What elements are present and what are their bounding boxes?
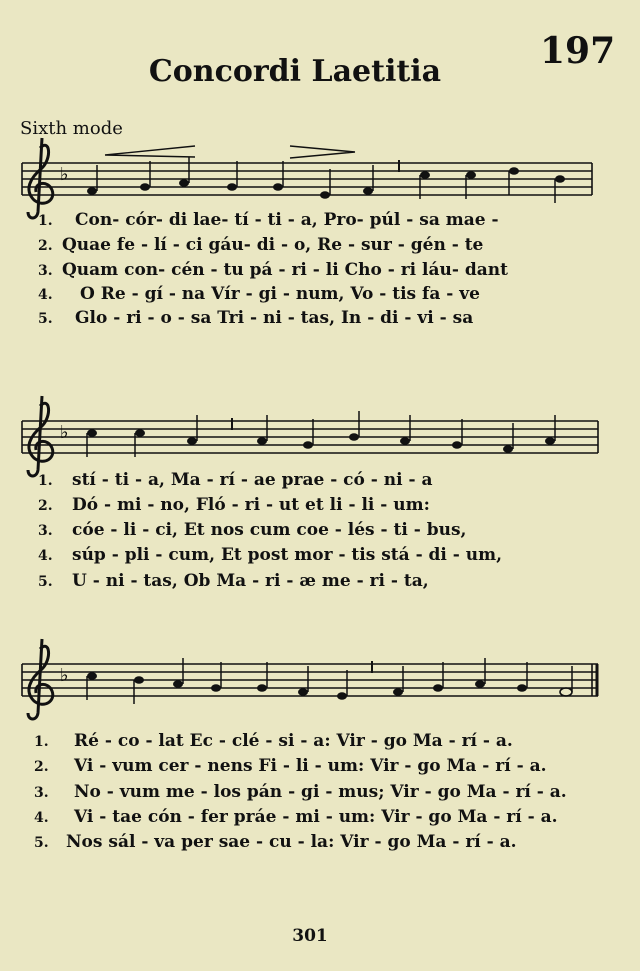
verse-line: No - vum me - los pán - gi - mus; Vir - go Ma - rí - a. — [74, 782, 567, 802]
verse-line: Quam con- cén - tu pá - ri - li Cho - ri láu- dant — [62, 260, 508, 280]
staff-system-2 — [22, 396, 598, 476]
staff-system-1 — [22, 138, 592, 218]
verse-number: 3. — [38, 523, 53, 539]
hymn-number: 197 — [540, 30, 616, 72]
verse-line: súp - pli - cum, Et post mor - tis stá - di - um, — [72, 545, 503, 565]
verse-number: 4. — [38, 548, 53, 564]
verse-line: O Re - gí - na Vír - gi - num, Vo - tis fa - ve — [80, 284, 480, 304]
verse-line: Vi - tae cón - fer práe - mi - um: Vir - go Ma - rí - a. — [74, 807, 558, 827]
verse-line: stí - ti - a, Ma - rí - ae prae - có - ni - a — [72, 470, 433, 490]
verse-line: Vi - vum cer - nens Fi - li - um: Vir - go Ma - rí - a. — [74, 756, 547, 776]
verse-number: 5. — [38, 311, 53, 327]
page-number: 301 — [292, 926, 328, 946]
verse-line: cóe - li - ci, Et nos cum coe - lés - ti - bus, — [72, 520, 467, 540]
verse-number: 1. — [34, 734, 49, 750]
verse-number: 2. — [38, 498, 53, 514]
verse-number: 5. — [34, 835, 49, 851]
verse-line: Ré - co - lat Ec - clé - si - a: Vir - go Ma - rí - a. — [74, 731, 513, 751]
svg-text:♭: ♭ — [60, 164, 69, 185]
hymn-title: Concordi Laetitia — [148, 54, 442, 89]
verse-number: 3. — [34, 785, 49, 801]
verse-number: 1. — [38, 213, 53, 229]
verse-line: Con- cór- di lae- tí - ti - a, Pro- púl - sa mae - — [75, 210, 499, 230]
verse-number: 1. — [38, 473, 53, 489]
staff-system-3 — [22, 639, 598, 719]
svg-text:♭: ♭ — [60, 422, 69, 443]
mode-label: Sixth mode — [20, 118, 123, 139]
verse-line: Nos sál - va per sae - cu - la: Vir - go Ma - rí - a. — [66, 832, 517, 852]
svg-text:♭: ♭ — [60, 665, 69, 686]
verse-number: 2. — [38, 238, 53, 254]
verse-number: 5. — [38, 574, 53, 590]
verse-line: Dó - mi - no, Fló - ri - ut et li - li - um: — [72, 495, 430, 515]
verse-number: 2. — [34, 759, 49, 775]
verse-line: Quae fe - lí - ci gáu- di - o, Re - sur - gén - te — [62, 235, 484, 255]
verse-line: Glo - ri - o - sa Tri - ni - tas, In - di - vi - sa — [75, 308, 474, 328]
verse-line: U - ni - tas, Ob Ma - ri - æ me - ri - ta, — [72, 571, 429, 591]
verse-number: 3. — [38, 263, 53, 279]
verse-number: 4. — [34, 810, 49, 826]
verse-number: 4. — [38, 287, 53, 303]
